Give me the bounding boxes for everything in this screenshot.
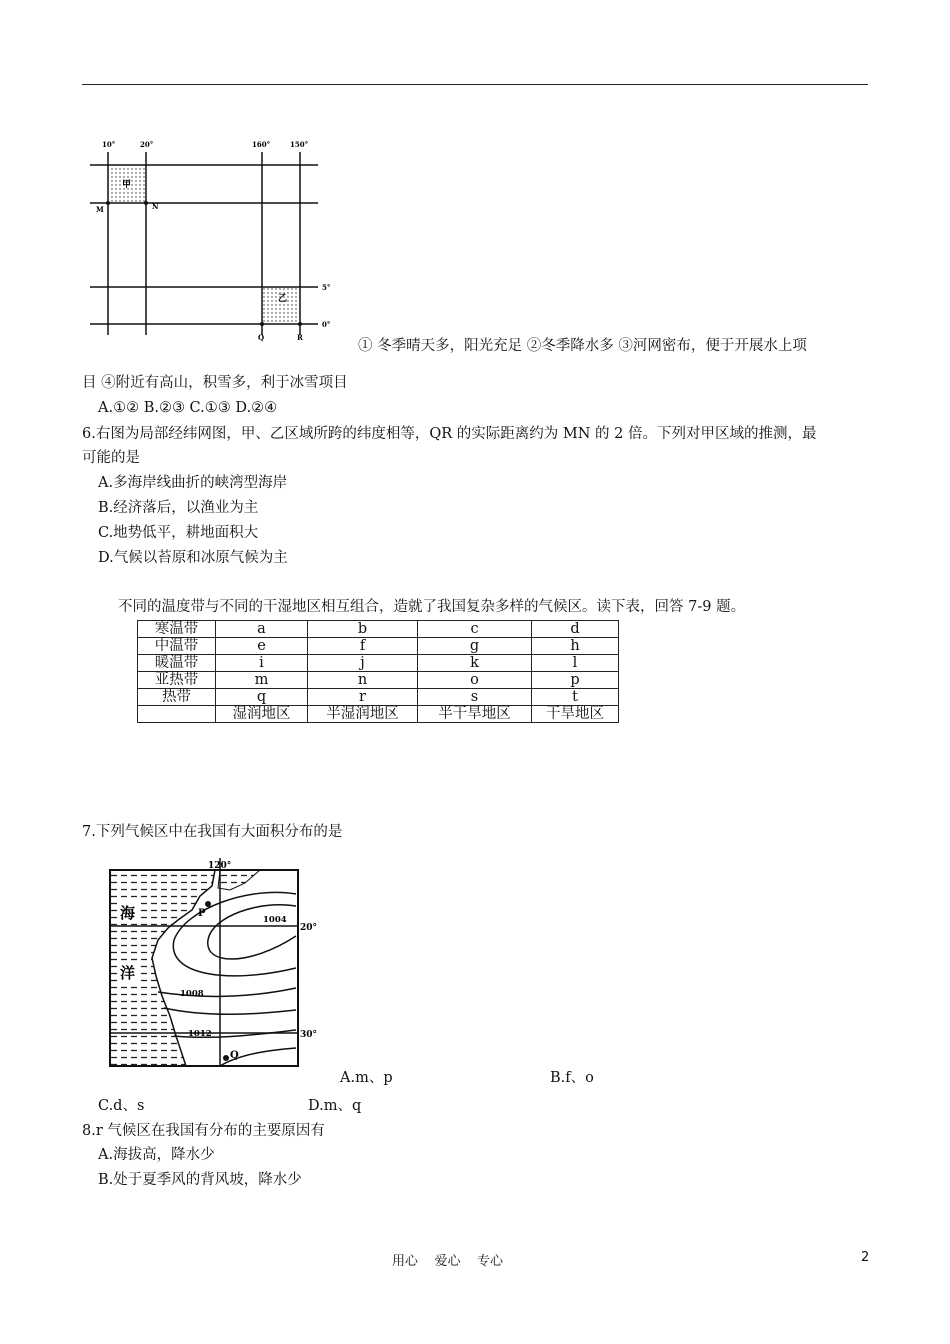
table-cell	[138, 706, 216, 723]
table-cell: 热带	[138, 689, 216, 706]
lat-label: 5°	[322, 283, 330, 292]
region-jia-label: 甲	[122, 180, 132, 190]
lat-label: 30°	[300, 1030, 318, 1040]
table-cell: c	[418, 621, 532, 638]
table-cell: d	[532, 621, 619, 638]
table-cell: r	[308, 689, 418, 706]
table-cell: 干旱地区	[532, 706, 619, 723]
point-m: M	[96, 205, 104, 214]
point-n: N	[152, 202, 159, 211]
table-row	[138, 621, 619, 638]
point-r: R	[297, 333, 303, 342]
lon-label: 10°	[102, 140, 116, 149]
table-cell: 寒温带	[138, 621, 216, 638]
table-row	[138, 655, 619, 672]
header-rule	[82, 84, 868, 85]
table-cell: a	[216, 621, 308, 638]
page-number: 2	[861, 1250, 870, 1265]
table-cell: k	[418, 655, 532, 672]
footer-motto: 用心 爱心 专心	[392, 1254, 504, 1269]
table-cell: h	[532, 638, 619, 655]
table-row	[138, 689, 619, 706]
point-p: P	[198, 908, 206, 919]
q5-options-line2: 目 ④附近有高山，积雪多，利于冰雪项目	[82, 375, 348, 391]
graticule-map-figure	[90, 135, 330, 350]
table-cell: q	[216, 689, 308, 706]
sea-label: 海	[120, 904, 136, 922]
table-cell: b	[308, 621, 418, 638]
q8-option-a: A.海拔高，降水少	[98, 1147, 215, 1163]
q6-stem-cont: 可能的是	[82, 450, 140, 466]
table-cell: 湿润地区	[216, 706, 308, 723]
isobar-label: 1004	[263, 915, 287, 925]
table-cell: m	[216, 672, 308, 689]
table-cell: e	[216, 638, 308, 655]
q7-option-a: A.m、p	[340, 1070, 393, 1086]
table-cell: n	[308, 672, 418, 689]
isobar-map-figure	[100, 858, 330, 1073]
table-cell: g	[418, 638, 532, 655]
q5-choices: A.①② B.②③ C.①③ D.②④	[98, 400, 278, 416]
region-yi-label: 乙	[278, 294, 288, 304]
table-header-row	[138, 706, 619, 723]
table-cell: i	[216, 655, 308, 672]
q8-stem: 8.r 气候区在我国有分布的主要原因有	[82, 1123, 325, 1139]
lon-label: 120°	[208, 861, 232, 871]
q6-option-a: A.多海岸线曲折的峡湾型海岸	[98, 475, 288, 491]
q6-option-c: C.地势低平，耕地面积大	[98, 525, 259, 541]
table-cell: j	[308, 655, 418, 672]
q6-option-b: B.经济落后，以渔业为主	[98, 500, 259, 516]
q5-options-line1: ① 冬季晴天多，阳光充足 ②冬季降水多 ③河网密布，便于开展水上项	[358, 338, 807, 354]
table-cell: f	[308, 638, 418, 655]
table-cell: 中温带	[138, 638, 216, 655]
table-cell: 半湿润地区	[308, 706, 418, 723]
q8-option-b: B.处于夏季风的背风坡，降水少	[98, 1172, 302, 1188]
point-q: Q	[258, 333, 265, 342]
table-cell: l	[532, 655, 619, 672]
table-cell: p	[532, 672, 619, 689]
lon-label: 20°	[140, 140, 154, 149]
table-cell: 暖温带	[138, 655, 216, 672]
isobar-label: 1012	[188, 1029, 212, 1039]
q7-stem: 7.下列气候区中在我国有大面积分布的是	[82, 824, 343, 840]
isobar-label: 1008	[180, 989, 204, 999]
ocean-label: 洋	[120, 964, 136, 982]
table-row	[138, 638, 619, 655]
climate-table	[137, 620, 619, 723]
table-cell: t	[532, 689, 619, 706]
lon-label: 160°	[252, 140, 271, 149]
table-cell: 半干旱地区	[418, 706, 532, 723]
table-cell: 亚热带	[138, 672, 216, 689]
lat-label: 0°	[322, 320, 330, 329]
table-cell: s	[418, 689, 532, 706]
table-cell: o	[418, 672, 532, 689]
table-row	[138, 672, 619, 689]
q6-option-d: D.气候以苔原和冰原气候为主	[98, 550, 288, 566]
lat-label: 20°	[300, 923, 318, 933]
point-q: Q	[230, 1050, 239, 1061]
intro-7-9: 不同的温度带与不同的干湿地区相互组合，造就了我国复杂多样的气候区。读下表，回答 7-9 题。	[118, 599, 746, 615]
q7-option-b: B.f、o	[550, 1070, 594, 1086]
q7-option-c: C.d、s	[98, 1098, 145, 1114]
q6-stem: 6.右图为局部经纬网图，甲、乙区域所跨的纬度相等，QR 的实际距离约为 MN 的 2 倍。下列对甲区域的推测，最	[82, 426, 817, 442]
q7-option-d: D.m、q	[308, 1098, 362, 1114]
lon-label: 150°	[290, 140, 309, 149]
